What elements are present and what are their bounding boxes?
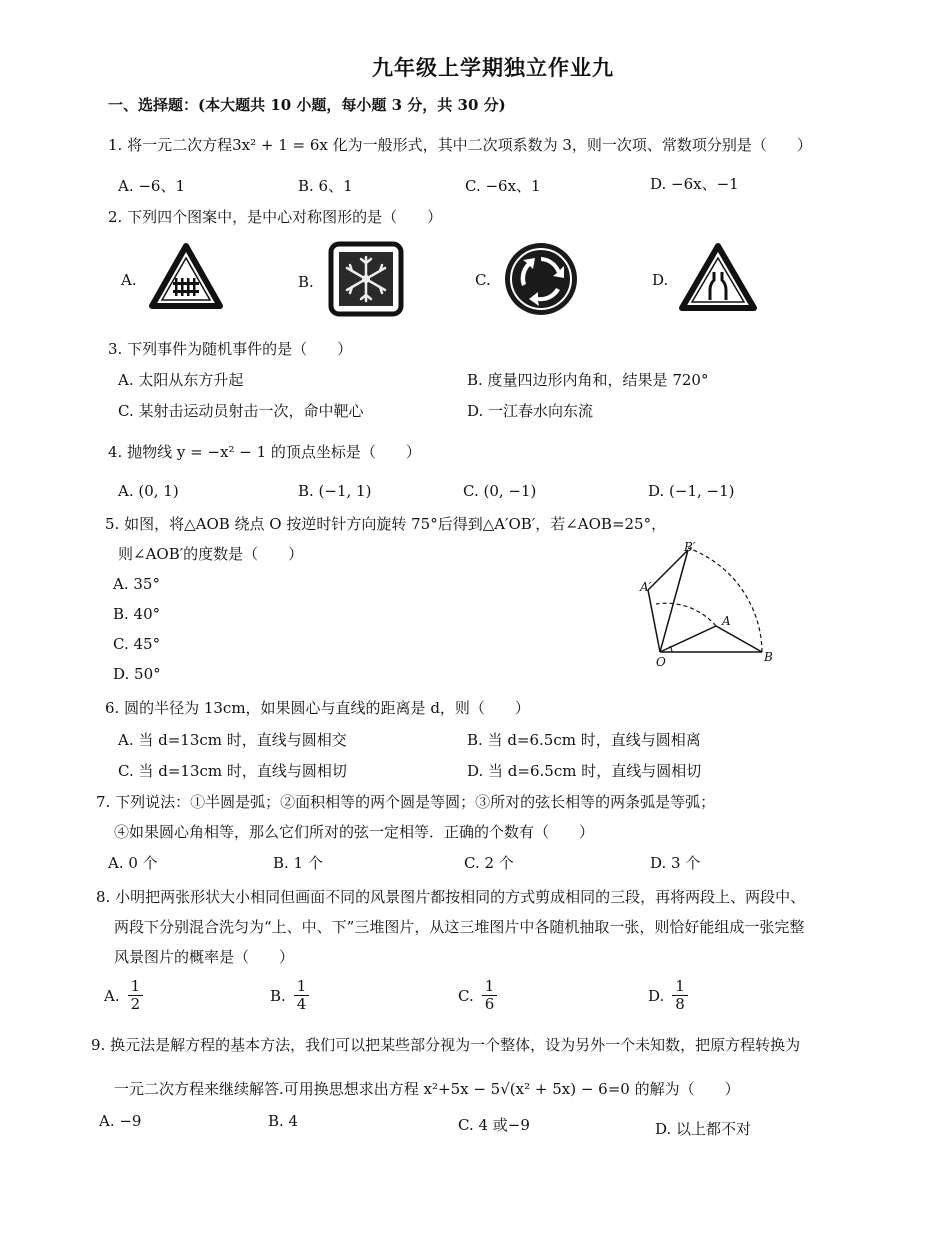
q1-option-a: A. −6、1 bbox=[118, 177, 186, 195]
question-6-stem: 6. 圆的半径为 13cm，如果圆心与直线的距离是 d，则（ ） bbox=[105, 699, 530, 717]
question-9-stem-line2: 一元二次方程来继续解答.可用换思想求出方程 x²+5x − 5√(x² + 5x) − 6=0 的解为（ ） bbox=[114, 1080, 740, 1098]
q3-option-c: C. 某射击运动员射击一次，命中靶心 bbox=[118, 402, 364, 420]
question-7-stem-line2: ④如果圆心角相等，那么它们所对的弦一定相等．正确的个数有（ ） bbox=[114, 823, 595, 841]
q9-option-b: B. 4 bbox=[268, 1112, 299, 1130]
railway-crossing-sign-icon bbox=[148, 242, 224, 312]
label-o: O bbox=[656, 655, 666, 669]
q5-option-c: C. 45° bbox=[113, 635, 161, 653]
q5-option-b: B. 40° bbox=[113, 605, 161, 623]
q6-option-b: B. 当 d=6.5cm 时，直线与圆相离 bbox=[467, 731, 701, 749]
q9-option-d: D. 以上都不对 bbox=[655, 1120, 752, 1138]
question-5-stem-line1: 5. 如图，将△AOB 绕点 O 按逆时针方向旋转 75°后得到△A′OB′，若∠AOB=25°， bbox=[105, 515, 667, 533]
q8-option-d-numerator: 1 bbox=[672, 978, 688, 996]
q8-option-a-letter: A. bbox=[104, 986, 120, 1005]
question-9-stem-line1: 9. 换元法是解方程的基本方法，我们可以把某些部分视为一个整体，设为另外一个未知数，把原方程转换为 bbox=[91, 1036, 801, 1054]
q2-option-b: B. bbox=[298, 273, 314, 291]
q8-option-b bbox=[270, 978, 309, 1013]
question-7-stem-line1: 7. 下列说法：①半圆是弧；②面积相等的两个圆是等圆；③所对的弦长相等的两条弧是等弧； bbox=[96, 793, 716, 811]
q8-option-c-numerator: 1 bbox=[482, 978, 498, 996]
q6-option-d: D. 当 d=6.5cm 时，直线与圆相切 bbox=[467, 762, 702, 780]
q2-option-d: D. bbox=[652, 271, 669, 289]
section-heading: 一、选择题：(本大题共 10 小题，每小题 3 分，共 30 分) bbox=[108, 96, 506, 114]
q4-option-a: A. (0, 1) bbox=[118, 482, 179, 500]
q8-option-b-letter: B. bbox=[270, 986, 286, 1005]
q8-option-d-denominator: 8 bbox=[675, 995, 685, 1013]
question-2-stem: 2. 下列四个图案中，是中心对称图形的是（ ） bbox=[108, 208, 443, 226]
rotation-diagram bbox=[630, 538, 780, 670]
q3-option-a: A. 太阳从东方升起 bbox=[118, 371, 244, 389]
q4-option-b: B. (−1, 1) bbox=[298, 482, 372, 500]
q5-option-d: D. 50° bbox=[113, 665, 161, 683]
q6-option-a: A. 当 d=13cm 时，直线与圆相交 bbox=[118, 731, 347, 749]
page-title: 九年级上学期独立作业九 bbox=[372, 55, 614, 80]
q8-option-b-numerator: 1 bbox=[294, 978, 310, 996]
q2-option-a: A. bbox=[121, 271, 137, 289]
q6-option-c: C. 当 d=13cm 时，直线与圆相切 bbox=[118, 762, 347, 780]
label-b: B bbox=[764, 650, 773, 664]
label-a-prime: A′ bbox=[640, 580, 652, 594]
q7-option-d: D. 3 个 bbox=[650, 854, 701, 872]
question-5-stem-line2: 则∠AOB′的度数是（ ） bbox=[118, 545, 304, 563]
q4-option-c: C. (0, −1) bbox=[463, 482, 537, 500]
q1-option-d: D. −6x、−1 bbox=[650, 175, 739, 193]
roundabout-sign-icon bbox=[502, 240, 580, 318]
q3-option-d: D. 一江春水向东流 bbox=[467, 402, 594, 420]
q1-option-b: B. 6、1 bbox=[298, 177, 353, 195]
q2-option-c: C. bbox=[475, 271, 491, 289]
q8-option-c bbox=[458, 978, 497, 1013]
q9-option-c: C. 4 或−9 bbox=[458, 1116, 530, 1134]
q7-option-b: B. 1 个 bbox=[273, 854, 323, 872]
question-8-stem-line2: 两段下分别混合洗匀为“上、中、下”三堆图片，从这三堆图片中各随机抽取一张，则恰好能组成一张完整 bbox=[114, 918, 805, 936]
q8-option-a-numerator: 1 bbox=[128, 978, 144, 996]
q8-option-d bbox=[648, 978, 688, 1013]
q8-option-c-denominator: 6 bbox=[484, 995, 495, 1013]
q9-option-a: A. −9 bbox=[99, 1112, 142, 1130]
q8-option-a bbox=[104, 978, 143, 1013]
q5-option-a: A. 35° bbox=[113, 575, 160, 593]
q3-option-b: B. 度量四边形内角和，结果是 720° bbox=[467, 371, 709, 389]
q7-option-c: C. 2 个 bbox=[464, 854, 514, 872]
q1-option-c: C. −6x、1 bbox=[465, 177, 541, 195]
q4-option-d: D. (−1, −1) bbox=[648, 482, 735, 500]
q8-option-c-letter: C. bbox=[458, 986, 474, 1005]
label-b-prime: B′ bbox=[684, 540, 696, 554]
q8-option-b-denominator: 4 bbox=[296, 995, 307, 1013]
question-3-stem: 3. 下列事件为随机事件的是（ ） bbox=[108, 340, 353, 358]
q8-option-a-denominator: 2 bbox=[130, 995, 141, 1013]
question-4-stem: 4. 抛物线 y = −x² − 1 的顶点坐标是（ ） bbox=[108, 443, 421, 461]
label-a: A bbox=[722, 614, 731, 628]
road-narrows-sign-icon bbox=[678, 242, 758, 314]
question-1-stem: 1. 将一元二次方程3x² + 1 = 6x 化为一般形式，其中二次项系数为 3，则一次项、常数项分别是（ ） bbox=[108, 136, 812, 154]
question-8-stem-line3: 风景图片的概率是（ ） bbox=[114, 948, 295, 966]
question-8-stem-line1: 8. 小明把两张形状大小相同但画面不同的风景图片都按相同的方式剪成相同的三段，再将两段上、两段中、 bbox=[96, 888, 806, 906]
q7-option-a: A. 0 个 bbox=[108, 854, 158, 872]
snowflake-sign-icon bbox=[328, 241, 404, 317]
q8-option-d-letter: D. bbox=[648, 986, 665, 1005]
